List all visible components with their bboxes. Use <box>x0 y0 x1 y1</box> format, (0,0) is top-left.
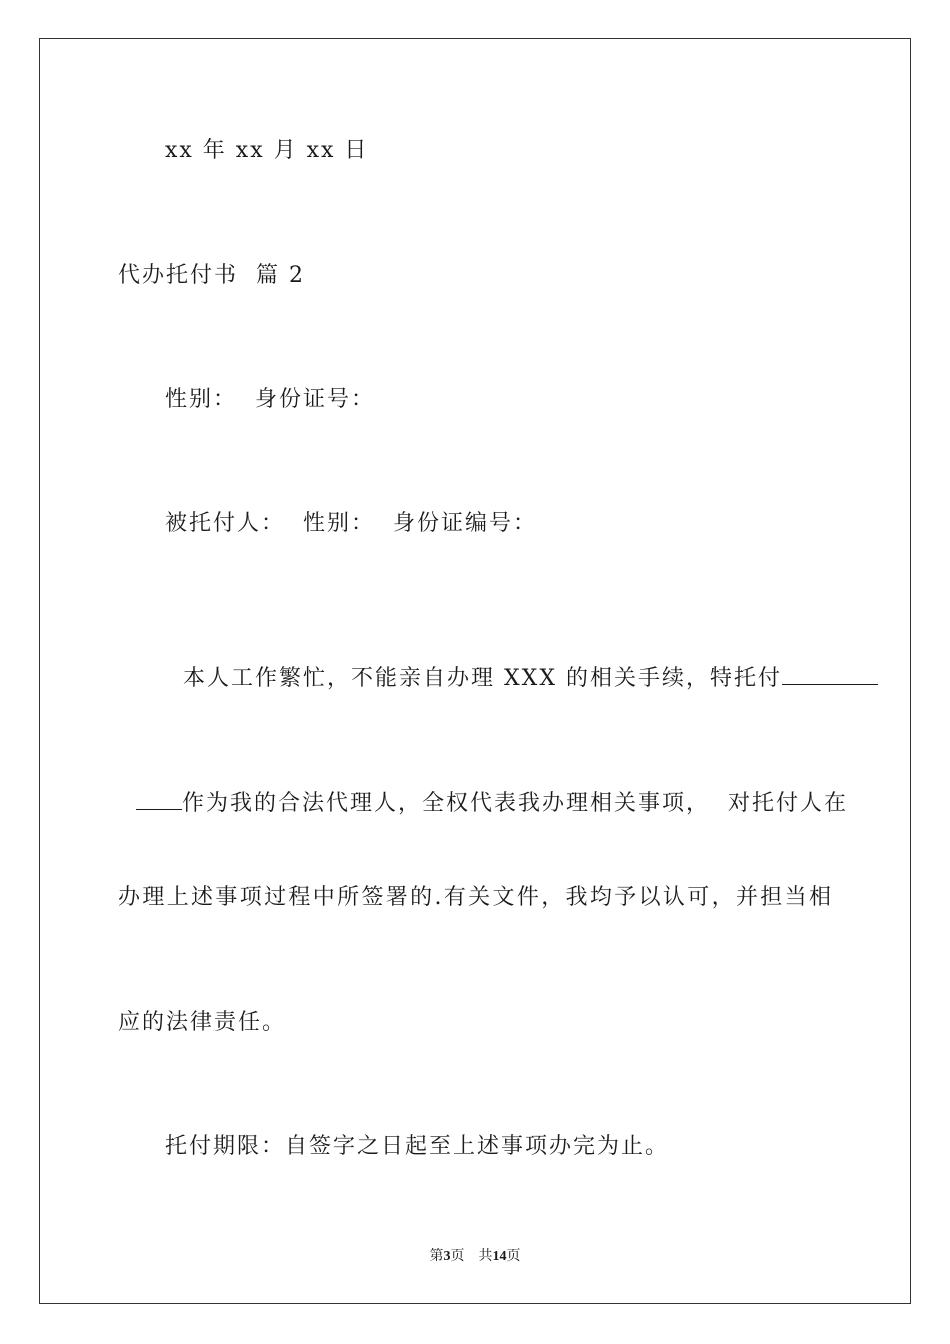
paragraph-line-2 <box>118 759 848 819</box>
agent-name-blank <box>782 664 878 685</box>
page-total: 14 <box>492 1249 507 1264</box>
paragraph-line-1-text: 本人工作繁忙，不能亲自办理 XXX 的相关手续，特托付 <box>183 666 782 691</box>
date-line: xx 年 xx 月 xx 日 <box>165 138 369 163</box>
principal-line: 性别： 身份证号： <box>165 387 375 412</box>
page-prefix: 第 <box>429 1249 444 1264</box>
total-suffix: 页 <box>506 1249 521 1264</box>
term-line: 托付期限：自签字之日起至上述事项办完为止。 <box>165 1134 670 1159</box>
agent-name-blank-continued <box>136 789 182 810</box>
paragraph-line-1 <box>165 634 878 694</box>
paragraph-line-2-text: 作为我的合法代理人，全权代表我办理相关事项， 对托付人在 <box>182 791 848 816</box>
page-current: 3 <box>443 1249 451 1264</box>
page-footer <box>0 1248 950 1266</box>
page-suffix: 页 <box>450 1249 465 1264</box>
paragraph-line-3: 办理上述事项过程中所签署的.有关文件，我均予以认可，并担当相 <box>118 885 832 910</box>
agent-line: 被托付人： 性别： 身份证编号： <box>165 511 537 536</box>
total-prefix: 共 <box>478 1249 493 1264</box>
paragraph-line-4: 应的法律责任。 <box>118 1010 287 1035</box>
section-title: 代办托付书 篇 2 <box>118 263 305 288</box>
